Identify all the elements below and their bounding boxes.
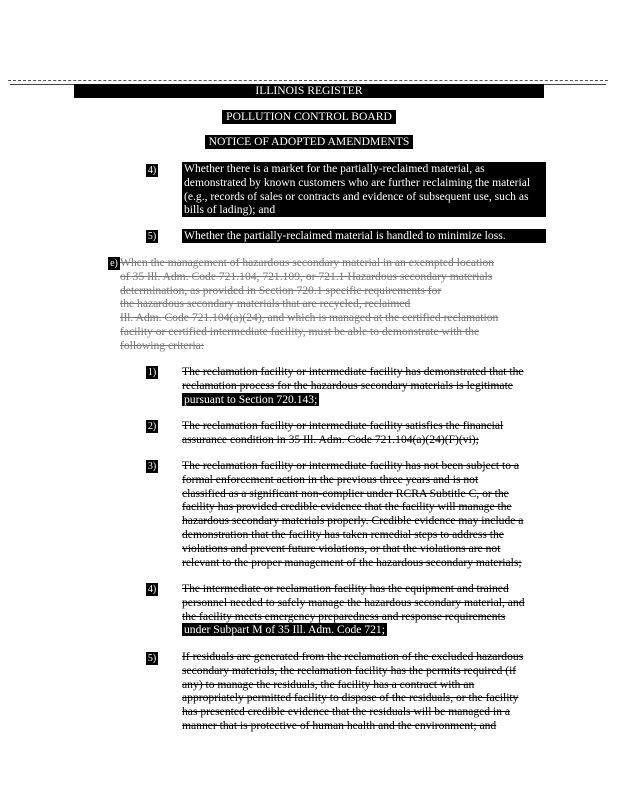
text-line: relevant to the proper management of the hazardous secondary materials; [182,555,522,569]
item-marker: 2) [147,421,157,432]
text-line: facility has provided credible evidence that the facility will manage the [182,500,512,514]
text-line: the hazardous secondary materials that are recycled, reclaimed [120,297,411,311]
notice-title: NOTICE OF ADOPTED AMENDMENTS [205,135,414,149]
text-line: If residuals are generated from the reclamation of the excluded hazardous [182,650,524,663]
text-line: any) to manage the residuals, the facility has a contract with an [182,677,475,691]
text-line: secondary materials, the reclamation facility has the permits required (if [182,663,517,677]
text-line: The intermediate or reclamation facility has the equipment and trained [182,582,509,595]
text-line [182,623,542,637]
text-line: appropriately permitted facility to dispose of the residuals, or the facility [182,691,519,705]
highlighted-text: pursuant to Section 720.143; [184,392,318,406]
text-line: violations and prevent future violations, or that the violations are not [182,541,501,555]
text-line: bills of lading); and [184,203,276,217]
text-line [182,393,542,407]
board-title-line [0,110,618,124]
text-line: formal enforcement action in the previous three years and is not [182,472,479,486]
text-line: The reclamation facility or intermediate facility has not been subject to a [182,459,520,472]
text-line: The reclamation facility or intermediate facility has demonstrated that the [182,365,524,378]
text-line: Whether there is a market for the partially-reclaimed material, as [184,162,485,175]
item-paragraph [182,419,542,447]
main-paragraph [120,256,546,353]
item-paragraph [182,459,542,569]
item-marker: 4) [147,165,157,176]
text-line: When the management of hazardous secondary material in an exempted location [120,256,495,269]
item-paragraph [182,650,542,733]
item-marker: 3) [147,461,157,472]
text-line: (e.g., records of sales or contracts and evidence of subsequent use, such as [184,189,529,203]
text-line: The reclamation facility or intermediate facility satisfies the financial [182,419,504,432]
text-line: classified as a significant non-complier under RCRA Subtitle C, or the [182,486,509,500]
notice-title-line [0,135,618,149]
text-line: Whether the partially-reclaimed material is handled to minimize loss. [184,229,506,242]
text-line: assurance condition in 35 Ill. Adm. Code 721.104(a)(24)(F)(vi); [182,432,479,446]
text-line: manner that is protective of human health and the environment; and [182,718,497,732]
text-line: facility or certified intermediate facility, must be able to demonstrate with the [120,324,480,338]
item-marker: e) [108,257,120,270]
item-paragraph [182,229,546,243]
text-line: determination, as provided in Section 720.1 specific requirements for [120,283,442,297]
text-line: has presented credible evidence that the residuals will be managed in a [182,705,511,719]
text-line: personnel needed to safely manage the hazardous secondary material, and [182,595,525,609]
item-marker: 1) [147,367,157,378]
board-title: POLLUTION CONTROL BOARD [222,110,396,124]
item-marker: 4) [147,584,157,595]
item-marker: 5) [147,653,157,664]
highlighted-text: under Subpart M of 35 Ill. Adm. Code 721; [184,623,385,637]
item-paragraph [182,582,542,637]
text-line: demonstrated by known customers who are further reclaiming the material [184,175,531,189]
text-line: hazardous secondary materials properly. Credible evidence may include a [182,514,524,528]
register-title-line [0,84,618,98]
text-line: Ill. Adm. Code 721.104(a)(24), and which is managed at the certified reclamation [120,311,499,325]
text-line: demonstration that the facility has taken remedial steps to address the [182,527,504,541]
item-paragraph [182,162,546,217]
text-line: following criteria: [120,338,205,352]
text-line: the facility meets emergency preparedness and response requirements [182,609,506,623]
text-line: of 35 Ill. Adm. Code 721.104, 721.109, or 721.1 Hazardous secondary materials [120,269,493,283]
text-line: reclamation process for the hazardous secondary materials is legitimate [182,378,513,392]
item-paragraph [182,365,542,406]
item-marker: 5) [147,231,157,242]
header-rule-top [8,80,608,81]
register-title: ILLINOIS REGISTER [74,84,544,98]
